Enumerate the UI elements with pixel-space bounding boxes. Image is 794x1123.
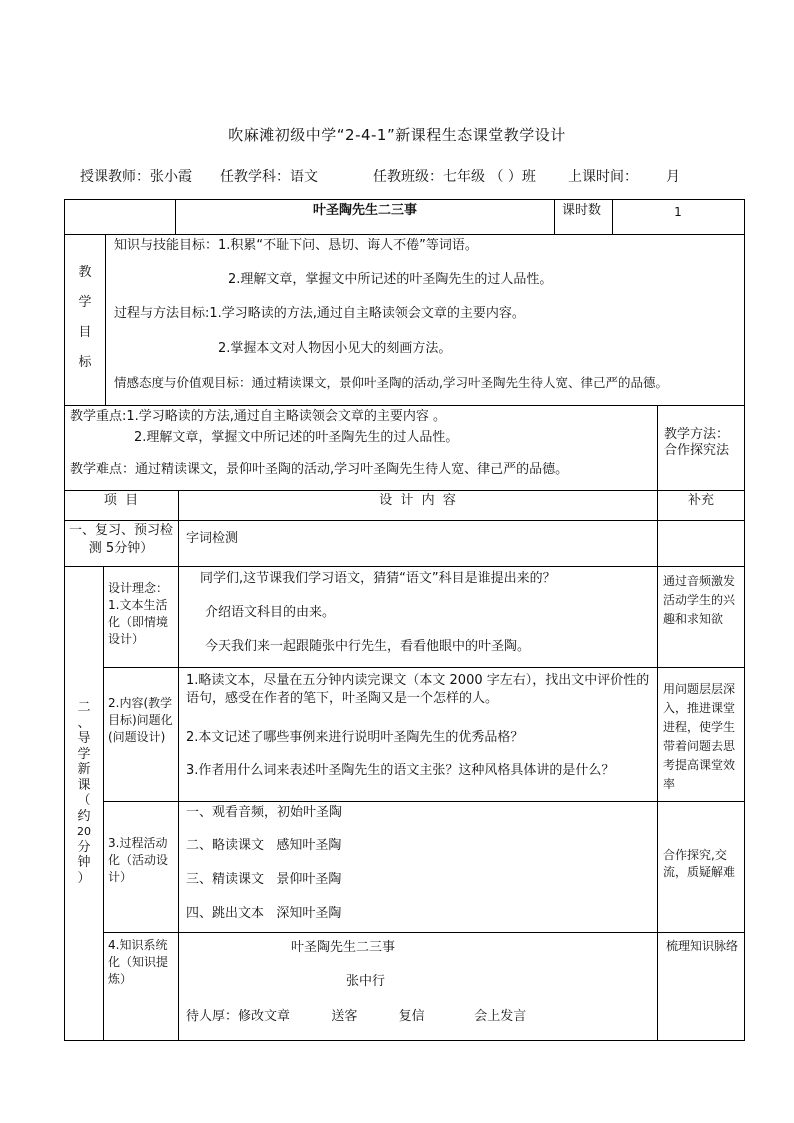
section3-line2: 二、略读课文 感知叶圣陶: [186, 838, 342, 853]
class-field: 任教班级：七年级 （ ）班: [373, 169, 536, 185]
section2-label: 2.内容(教学目标)问题化(问题设计): [108, 696, 173, 744]
key-point-1: 教学重点:1.学习略读的方法,通过自主略读领会文章的主要内容 。: [70, 409, 447, 424]
section2-extra: 用问题层层深入，推进课堂进程，使学生带着问题去思考提高课堂效率: [663, 682, 736, 791]
goal-knowledge-2: 2.理解文章，掌握文中所记述的叶圣陶先生的过人品性。: [228, 272, 553, 287]
review-label: 一、复习、预习检测 5分钟）: [68, 523, 173, 556]
section3-line4: 四、跳出文本 深知叶圣陶: [186, 906, 342, 921]
method-value: 合作探究法: [664, 443, 730, 458]
hours-value: 1: [674, 205, 682, 219]
teacher-field: 授课教师：张小霞: [80, 169, 192, 185]
page-title: 吹麻滩初级中学“2-4-1”新课程生态课堂教学设计: [228, 126, 566, 144]
section1-label: 设计理念：1.文本生活化（即情境设计）: [108, 581, 169, 646]
section4-author: 张中行: [346, 974, 386, 989]
review-content: 字词检测: [186, 531, 239, 546]
col-item: 项 目: [103, 493, 139, 508]
goals-label: 教 学 目 标: [78, 265, 92, 370]
section4-extra: 梳理知识脉络: [665, 939, 738, 953]
lesson-title: 叶圣陶先生二三事: [312, 203, 417, 218]
section3-extra: 合作探究,交流，质疑解难: [663, 848, 736, 879]
difficulty: 教学难点：通过精读课文，景仰叶圣陶的活动,学习叶圣陶先生待人宽、律己严的品德。: [70, 462, 569, 477]
section2-q1: 1.略读文本，尽量在五分钟内读完课文（本文 2000 字左右），找出文中评价性的语句，感受在作者的笔下，叶圣陶又是一个怎样的人。: [186, 673, 650, 706]
section4-label: 4.知识系统化（知识提炼）: [108, 938, 169, 986]
goal-knowledge: 知识与技能目标：1.积累“不耻下问、恳切、诲人不倦”等词语。: [114, 238, 478, 253]
section1-line3: 今天我们来一起跟随张中行先生，看看他眼中的叶圣陶。: [205, 639, 531, 654]
hours-label: 课时数: [562, 203, 602, 218]
month-field: 月: [666, 169, 680, 185]
section1-line1: 同学们,这节课我们学习语文，猜猜“语文”科目是谁提出来的？: [200, 571, 556, 586]
time-field: 上课时间：: [568, 169, 638, 185]
goal-process: 过程与方法目标:1.学习略读的方法,通过自主略读领会文章的主要内容。: [114, 306, 525, 321]
section2-q3: 3.作者用什么词来表述叶圣陶先生的语文主张？这种风格具体讲的是什么？: [186, 763, 615, 778]
goal-emotion: 情感态度与价值观目标：通过精读课文，景仰叶圣陶的活动,学习叶圣陶先生待人宽、律己严的品德。: [114, 375, 668, 390]
section1-extra: 通过音频激发活动学生的兴趣和求知欲: [663, 574, 736, 626]
section1-line2: 介绍语文科目的由来。: [205, 605, 336, 620]
key-point-2: 2.理解文章，掌握文中所记述的叶圣陶先生的过人品性。: [134, 430, 459, 445]
section3-label: 3.过程活动化（活动设计）: [108, 836, 169, 884]
method-label: 教学方法：: [664, 427, 730, 442]
col-content: 设 计 内 容: [379, 493, 456, 508]
goal-process-2: 2.掌握本文对人物因小见大的刻画方法。: [218, 341, 452, 356]
section4-title: 叶圣陶先生二三事: [291, 940, 396, 955]
section2-q2: 2.本文记述了哪些事例来进行说明叶圣陶先生的优秀品格？: [186, 730, 524, 745]
subject-field: 任教学科：语文: [220, 169, 318, 185]
section3-line3: 三、精读课文 景仰叶圣陶: [186, 872, 342, 887]
guide-label: 二 、 导 学 新 课 （ 约 20 分 钟 ）: [77, 700, 91, 886]
section3-line1: 一、观看音频，初始叶圣陶: [186, 805, 343, 820]
section4-summary: 待人厚：修改文章 送客 复信 会上发言: [186, 1009, 527, 1024]
col-extra: 补充: [687, 493, 714, 508]
